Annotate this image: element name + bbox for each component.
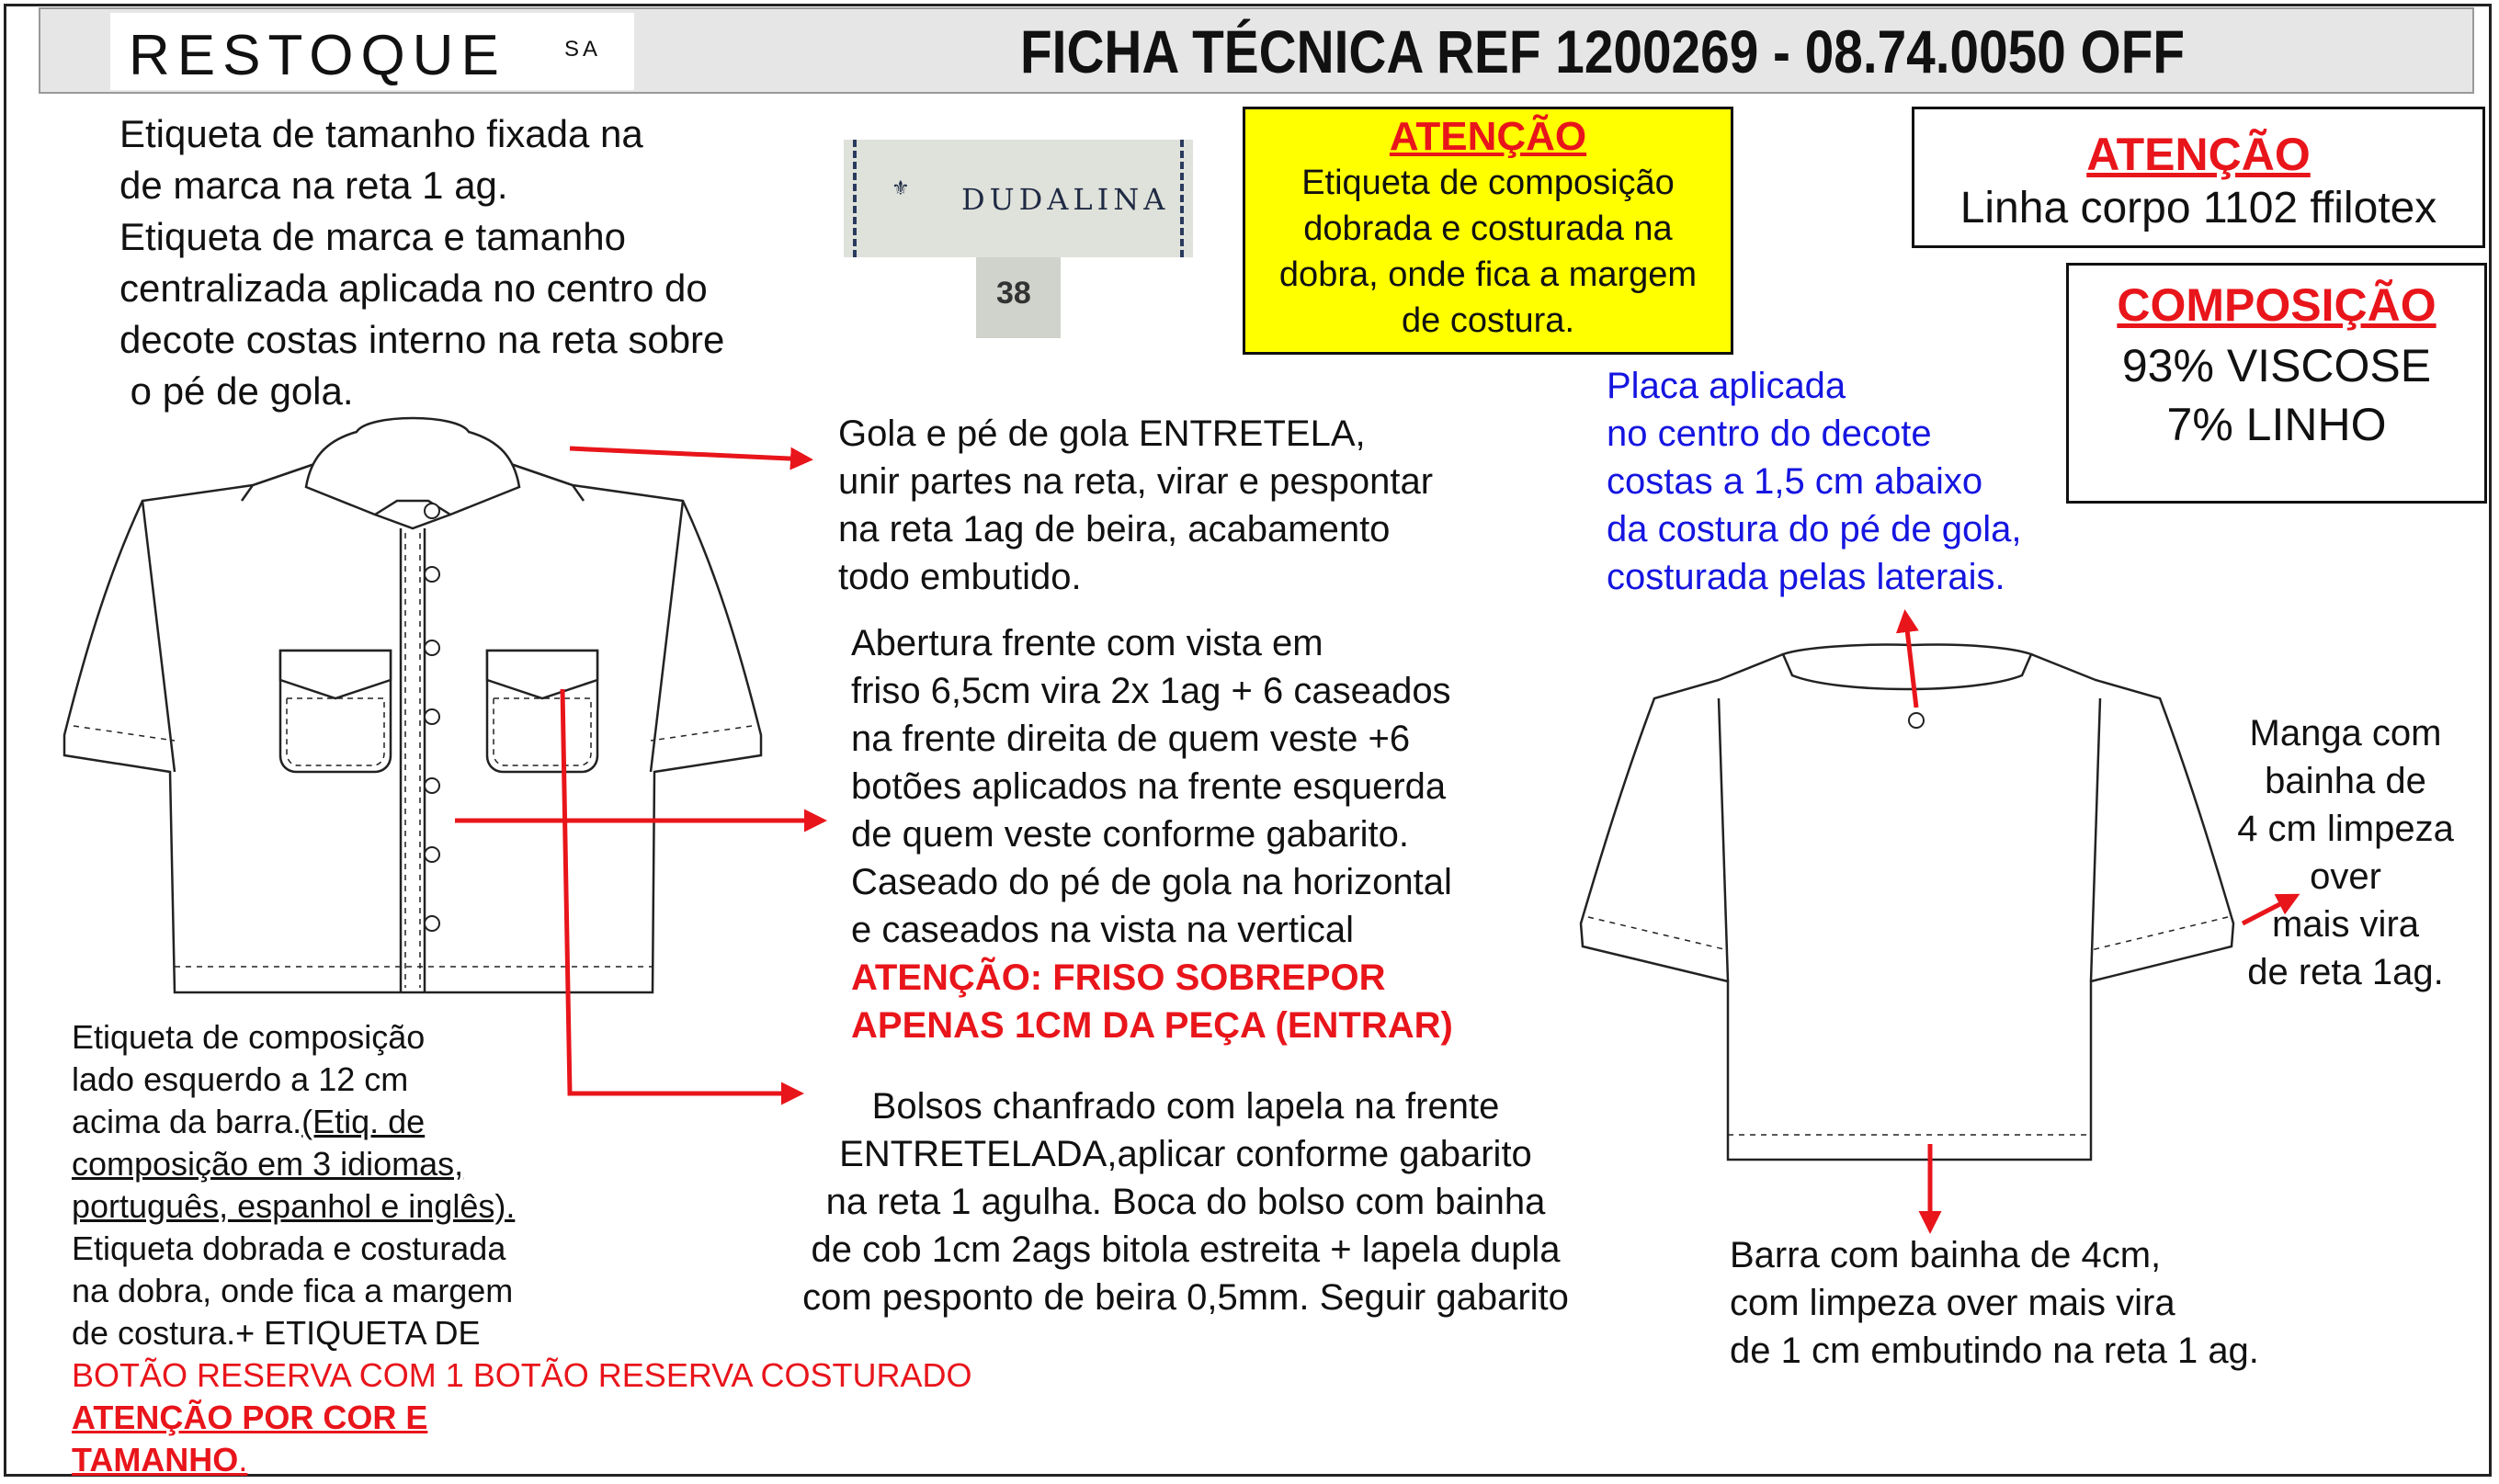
attention-thread-text: ATENÇÃO Linha corpo 1102 ffilotex [1959,129,2437,232]
shirt-front-collar [306,418,519,515]
attention-composition-text: ATENÇÃO Etiqueta de composição dobrada e costurada na dobra, onde fica a margem de costura. [1278,114,1698,340]
composition-text: COMPOSIÇÃO 93% VISCOSE 7% LINHO [2117,279,2437,450]
shirt-back-plate-mark [1909,713,1924,728]
note-sleeve: Manga com bainha de 4 cm limpeza over mais vira de reta 1ag. [2237,713,2454,992]
arrow-sleeve [2243,896,2296,923]
shirt-back-body [1581,654,2233,1160]
note-composition-label: Etiqueta de composição lado esquerdo a 12 cm acima da barra.(Etiq. de composição em 3 idiomas, português, espanhol e inglês). Etiqueta dobrada e costurada na dobra, onde fica a margem de costura.+ ETIQUETA DE BOTÃO RESERVA COM 1 BOTÃO RESERVA COSTURADO ATENÇÃO POR COR E TAMANHO. [72,1018,972,1478]
arrow-collar [570,448,809,459]
shirt-front-drawing [64,418,761,992]
shirt-back-collar [1783,645,2031,689]
note-front-opening: Abertura frente com vista em friso 6,5cm vira 2x 1ag + 6 caseados na frente direita de quem veste +6 botões aplicados na frente esquerda de quem veste conforme gabarito. Caseado do pé de gola na horizontal e caseados na vista na vertical ATENÇÃO: FRISO SOBREPOR APENAS 1CM DA PEÇA (ENTRAR) [851,623,1453,1046]
note-collar: Gola e pé de gola ENTRETELA, unir partes na reta, virar e pespontar na reta 1ag de beira, acabamento todo embutido. [838,413,1434,597]
note-pockets: Bolsos chanfrado com lapela na frente ENTRETELADA,aplicar conforme gabarito na reta 1 agulha. Boca do bolso com bainha de cob 1cm 2ags bitola estreita + lapela dupla com pesponto de beira 0,5mm. Seguir gabarito [802,1086,1569,1318]
page-title: FICHA TÉCNICA REF 1200269 - 08.74.0050 OFF [1020,17,2186,85]
brand-logo: RESTOQUE [129,24,506,87]
note-hem: Barra com bainha de 4cm, com limpeza over mais vira de 1 cm embutindo na reta 1 ag. [1730,1235,2259,1371]
brand-logo-suffix: SA [564,37,602,62]
note-label-position: Etiqueta de tamanho fixada na de marca na reta 1 ag. Etiqueta de marca e tamanho centralizada aplicada no centro do decote costas interno na reta sobre o pé de gola. [119,112,725,413]
shirt-back-drawing [1581,645,2233,1160]
fleur-de-lis-icon: ⚜ [892,176,910,199]
size-label-text: 38 [996,276,1031,311]
note-plate: Placa aplicada no centro do decote costas a 1,5 cm abaixo da costura do pé de gola, costurada pelas laterais. [1607,366,2022,597]
label-brand-text: DUDALINA [961,182,1170,217]
